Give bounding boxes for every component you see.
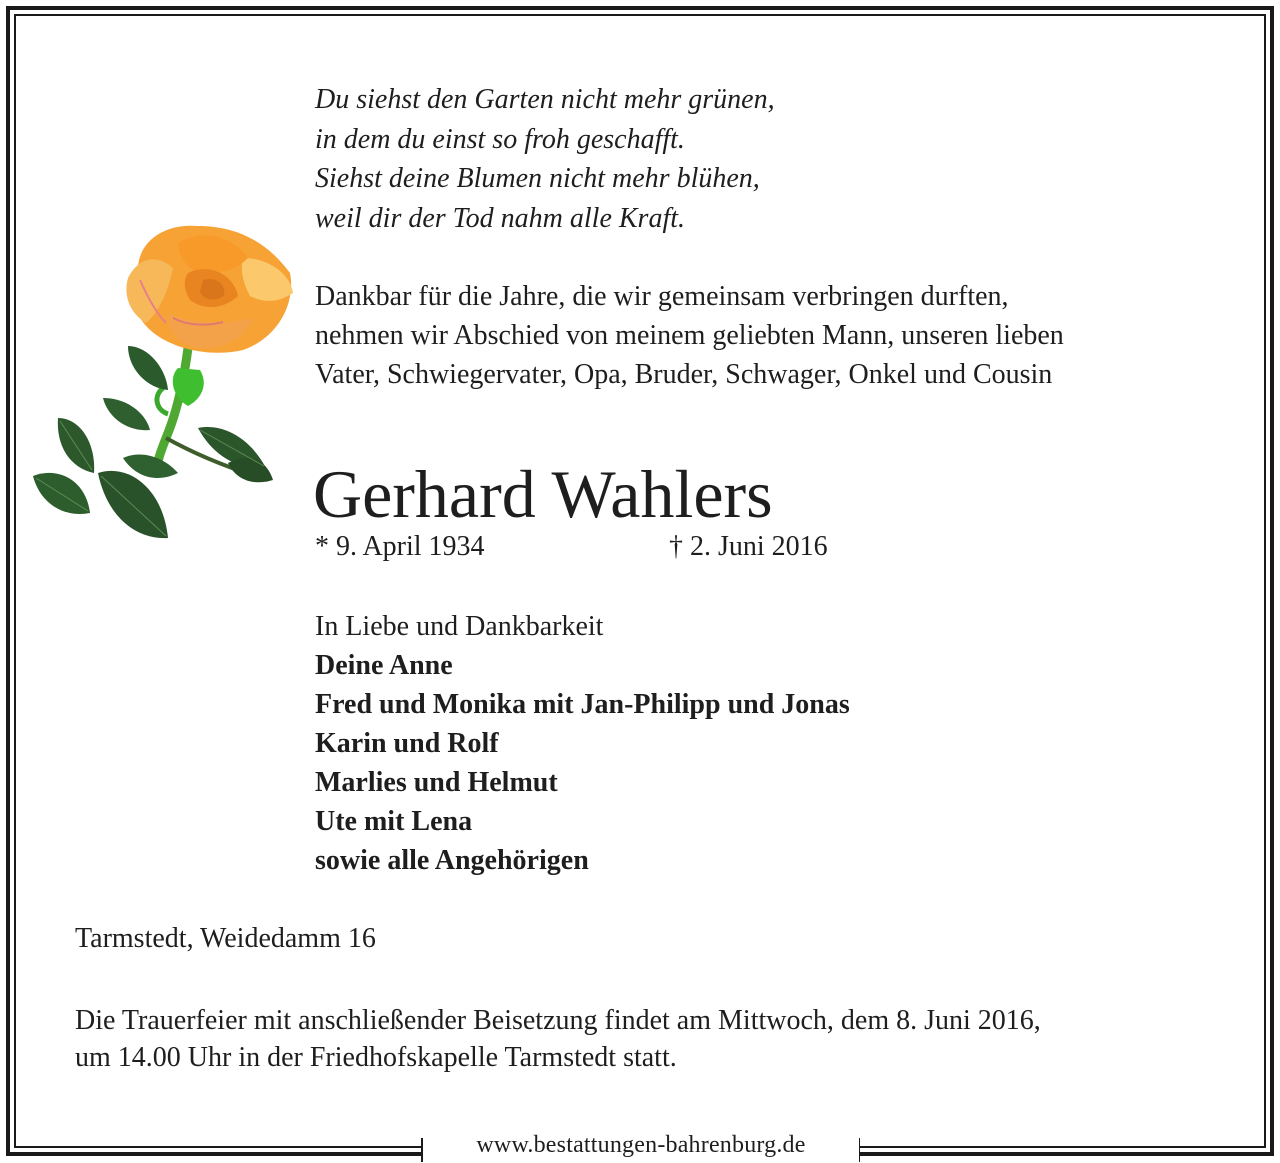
ceremony-info: [75, 1002, 1041, 1076]
ceremony-line: Die Trauerfeier mit anschließender Beisetzung findet am Mittwoch, dem 8. Juni 2016,: [75, 1005, 1041, 1036]
address: Tarmstedt, Weidedamm 16: [75, 923, 376, 954]
intro-line: Dankbar für die Jahre, die wir gemeinsam verbringen durften,: [315, 281, 1009, 312]
signatory: Marlies und Helmut: [315, 767, 558, 798]
poem-line: Siehst deine Blumen nicht mehr blühen,: [315, 163, 760, 194]
signatory: Ute mit Lena: [315, 806, 473, 837]
signatory: Deine Anne: [315, 650, 453, 681]
poem-line: Du siehst den Garten nicht mehr grünen,: [315, 84, 775, 115]
ceremony-line: um 14.00 Uhr in der Friedhofskapelle Tarmstedt statt.: [75, 1042, 677, 1073]
poem-line: weil dir der Tod nahm alle Kraft.: [315, 202, 686, 234]
poem-line: in dem du einst so froh geschafft.: [315, 123, 685, 155]
signatory: Karin und Rolf: [315, 728, 499, 759]
intro-line: nehmen wir Abschied von meinem geliebten Mann, unseren lieben: [315, 320, 1064, 351]
signatory: sowie alle Angehörigen: [315, 845, 589, 876]
orange-rose-icon: [28, 218, 303, 568]
website-link[interactable]: www.bestattungen-bahrenburg.de: [423, 1128, 859, 1162]
death-date: † 2. Juni 2016: [669, 531, 828, 562]
birth-date: * 9. April 1934: [315, 531, 485, 562]
signatories: [315, 646, 850, 880]
signatory: Fred und Monika mit Jan-Philipp und Jonas: [315, 689, 850, 720]
signoff: In Liebe und Dankbarkeit: [315, 611, 604, 642]
poem: [315, 80, 775, 238]
intro-text: [315, 277, 1064, 394]
deceased-name: Gerhard Wahlers: [313, 456, 773, 532]
intro-line: Vater, Schwiegervater, Opa, Bruder, Schwager, Onkel und Cousin: [315, 359, 1053, 390]
